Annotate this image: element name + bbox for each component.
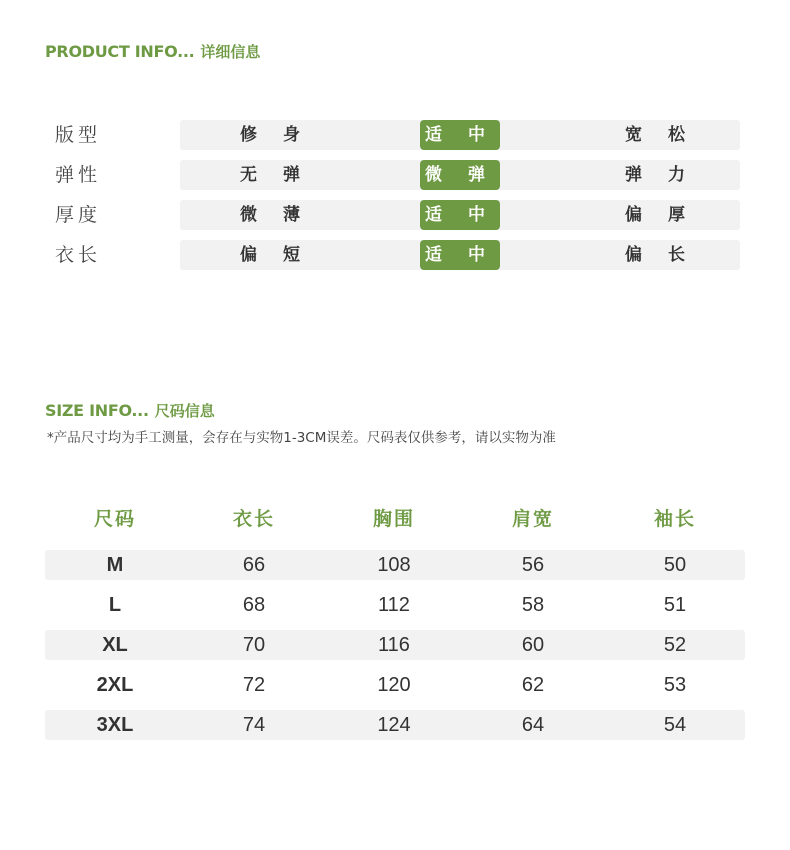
cell-length: 70	[242, 634, 266, 656]
size-table-header	[45, 504, 745, 534]
header-sleeve: 袖长	[653, 508, 696, 530]
attr-row-elasticity	[0, 160, 790, 190]
header-length: 衣长	[232, 508, 275, 530]
header-chest: 胸围	[372, 508, 415, 530]
attr-option-selected: 适 中	[420, 200, 500, 230]
attr-scale	[180, 120, 740, 150]
attr-label: 衣长	[55, 244, 102, 266]
attr-row-length	[0, 240, 790, 270]
attr-label: 厚度	[55, 204, 102, 226]
attr-row-thickness	[0, 200, 790, 230]
attr-scale	[180, 240, 740, 270]
cell-shoulder: 64	[521, 714, 545, 736]
cell-chest: 112	[378, 594, 410, 616]
attr-option: 宽 松	[625, 125, 695, 145]
cell-sleeve: 52	[663, 634, 687, 656]
attr-option: 偏 长	[625, 245, 695, 265]
size-info-title-en: SIZE INFO...	[45, 401, 149, 420]
attr-row-fit	[0, 120, 790, 150]
cell-length: 72	[242, 674, 266, 696]
product-info-title	[45, 41, 260, 62]
attr-option: 微 薄	[240, 205, 310, 225]
attr-option: 无 弹	[240, 165, 310, 185]
cell-chest: 120	[377, 674, 411, 696]
header-shoulder: 肩宽	[511, 508, 554, 530]
cell-size: 3XL	[96, 714, 134, 736]
size-info-title	[45, 400, 215, 421]
cell-shoulder: 62	[521, 674, 545, 696]
cell-size: L	[108, 594, 122, 616]
product-info-title-cn: 详细信息	[200, 43, 261, 61]
cell-sleeve: 53	[663, 674, 687, 696]
cell-sleeve: 51	[663, 594, 687, 616]
cell-sleeve: 54	[663, 714, 687, 736]
attr-option-selected: 适 中	[420, 240, 500, 270]
header-size: 尺码	[93, 508, 136, 530]
product-info-title-en: PRODUCT INFO...	[45, 42, 195, 61]
table-row	[45, 670, 745, 700]
attr-option: 偏 厚	[625, 205, 695, 225]
size-info-title-cn: 尺码信息	[154, 402, 215, 420]
cell-chest: 124	[377, 714, 411, 736]
attr-scale	[180, 160, 740, 190]
cell-sleeve: 50	[663, 554, 687, 576]
cell-size: 2XL	[96, 674, 134, 696]
attr-label: 弹性	[55, 164, 102, 186]
attr-option: 修 身	[240, 125, 310, 145]
cell-length: 66	[242, 554, 266, 576]
attr-scale	[180, 200, 740, 230]
cell-shoulder: 58	[521, 594, 545, 616]
table-row	[45, 550, 745, 580]
table-row	[45, 710, 745, 740]
cell-length: 68	[242, 594, 266, 616]
table-row	[45, 630, 745, 660]
attr-option: 偏 短	[240, 245, 310, 265]
cell-size: XL	[102, 634, 128, 656]
attr-label: 版型	[55, 124, 102, 146]
cell-size: M	[106, 554, 124, 576]
table-row	[45, 590, 745, 620]
cell-chest: 108	[377, 554, 411, 576]
attr-option-selected: 适 中	[420, 120, 500, 150]
cell-chest: 116	[378, 634, 410, 656]
attr-option-selected: 微 弹	[420, 160, 500, 190]
cell-length: 74	[242, 714, 266, 736]
cell-shoulder: 56	[521, 554, 545, 576]
cell-shoulder: 60	[521, 634, 545, 656]
size-note: *产品尺寸均为手工测量，会存在与实物1-3CM误差。尺码表仅供参考，请以实物为准	[47, 430, 556, 446]
attr-option: 弹 力	[625, 165, 695, 185]
